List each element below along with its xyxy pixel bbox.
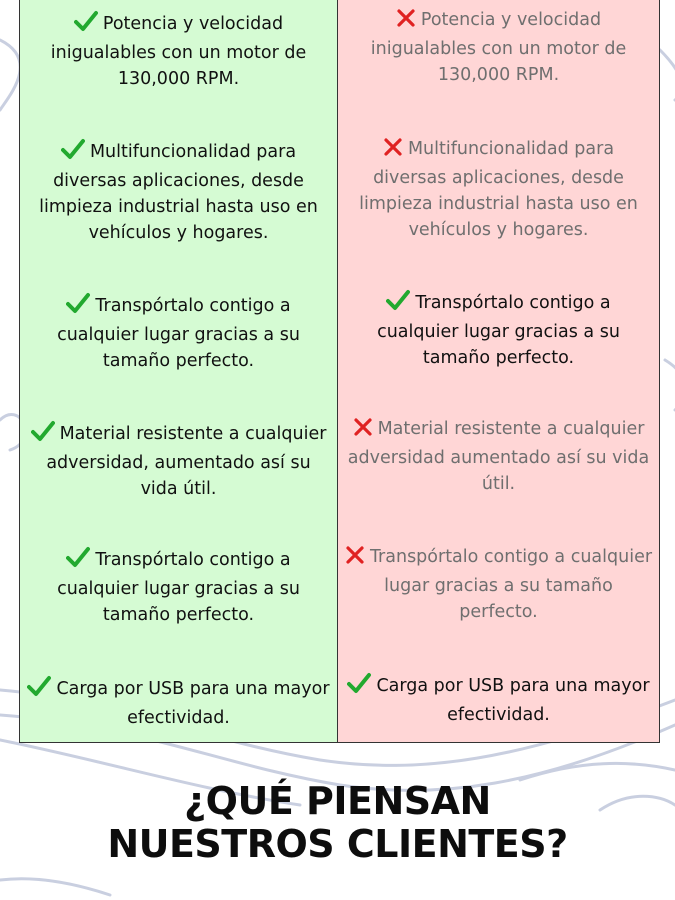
page-heading [0, 780, 675, 866]
cross-icon [396, 8, 416, 36]
right-feature-row [338, 7, 659, 88]
left-feature-row [20, 420, 337, 502]
right-feature-text: Multifuncionalidad para diversas aplicaciones, desde limpieza industrial hasta uso en vehículos y hogares. [359, 139, 638, 240]
heading-line-2: NUESTROS CLIENTES? [107, 822, 568, 866]
right-feature-text: Potencia y velocidad inigualables con un motor de 130,000 RPM. [370, 10, 627, 85]
right-feature-text: Carga por USB para una mayor efectividad. [376, 676, 650, 725]
right-feature-text: Transpórtalo contigo a cualquier lugar gracias a su tamaño perfecto. [377, 293, 620, 368]
right-feature-row [338, 416, 659, 497]
left-feature-text: Multifuncionalidad para diversas aplicaciones, desde limpieza industrial hasta uso en vehículos y hogares. [39, 142, 318, 243]
left-feature-row [20, 546, 337, 628]
heading-line-1: ¿QUÉ PIENSAN [184, 779, 491, 823]
right-feature-row [338, 136, 659, 243]
check-icon [66, 292, 90, 322]
right-feature-text: Transpórtalo contigo a cualquier lugar gracias a su tamaño perfecto. [369, 547, 653, 622]
left-feature-row [20, 292, 337, 374]
right-feature-row [338, 672, 659, 728]
right-feature-text: Material resistente a cualquier adversidad aumentado así su vida útil. [347, 419, 650, 494]
check-icon [66, 546, 90, 576]
left-feature-text: Carga por USB para una mayor efectividad. [56, 679, 330, 728]
cross-icon [383, 137, 403, 165]
right-feature-row [338, 544, 659, 625]
left-column-ours [20, 0, 338, 742]
left-feature-text: Transpórtalo contigo a cualquier lugar gracias a su tamaño perfecto. [57, 296, 300, 371]
check-icon [386, 289, 410, 319]
left-feature-text: Potencia y velocidad inigualables con un motor de 130,000 RPM. [50, 14, 307, 89]
check-icon [74, 10, 98, 40]
right-column-others [338, 0, 659, 742]
left-feature-row [20, 10, 337, 92]
left-feature-text: Material resistente a cualquier adversidad, aumentado así su vida útil. [46, 424, 327, 499]
left-feature-text: Transpórtalo contigo a cualquier lugar gracias a su tamaño perfecto. [57, 550, 300, 625]
check-icon [61, 138, 85, 168]
comparison-table [19, 0, 660, 743]
cross-icon [353, 417, 373, 445]
left-feature-row [20, 675, 337, 731]
check-icon [347, 672, 371, 702]
left-feature-row [20, 138, 337, 246]
check-icon [27, 675, 51, 705]
cross-icon [345, 545, 365, 573]
right-feature-row [338, 289, 659, 371]
check-icon [31, 420, 55, 450]
